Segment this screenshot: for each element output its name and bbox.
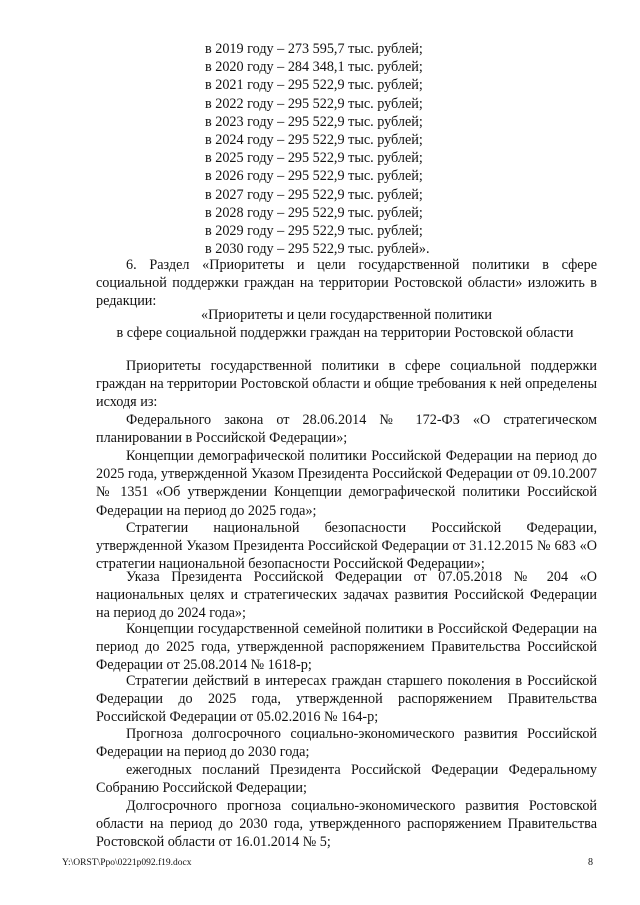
funding-year-line: в 2027 году – 295 522,9 тыс. рублей;: [205, 186, 423, 203]
section-heading-line-2: в сфере социальной поддержки граждан на территории Ростовской области: [116, 325, 574, 341]
body-paragraph: ежегодных посланий Президента Российской Федерации Федеральному Собранию Российской Федерации;: [96, 762, 597, 797]
funding-year-line: в 2029 году – 295 522,9 тыс. рублей;: [205, 223, 423, 240]
body-paragraph: Концепции демографической политики Российской Федерации на период до 2025 года, утвержденной Указом Президента Российской Федерации от 09.10.2007 № 1351 «Об утверждении Концепции демографической политики Российской Федерации на период до 2025 года»;: [96, 448, 597, 519]
section-6-paragraph: 6. Раздел «Приоритеты и цели государственной политики в сфере социальной поддержки граждан на территории Ростовской области» изложить в редакции:: [96, 257, 597, 310]
page-number: 8: [588, 857, 593, 868]
body-paragraph: Указа Президента Российской Федерации от 07.05.2018 № 204 «О национальных целях и стратегических задачах развития Российской Федерации на период до 2024 года»;: [96, 569, 597, 622]
funding-year-line: в 2030 году – 295 522,9 тыс. рублей».: [205, 241, 430, 258]
footer-file-path: Y:\ORST\Ppo\0221p092.f19.docx: [62, 858, 192, 868]
funding-year-line: в 2025 году – 295 522,9 тыс. рублей;: [205, 150, 423, 167]
funding-year-line: в 2022 году – 295 522,9 тыс. рублей;: [205, 95, 423, 112]
body-paragraph: Концепции государственной семейной политики в Российской Федерации на период до 2025 года, утвержденной распоряжением Правительства Российской Федерации от 25.08.2014 № 1618-р;: [96, 621, 597, 674]
funding-year-line: в 2024 году – 295 522,9 тыс. рублей;: [205, 132, 423, 149]
funding-year-line: в 2023 году – 295 522,9 тыс. рублей;: [205, 113, 423, 130]
body-paragraph: Приоритеты государственной политики в сфере социальной поддержки граждан на территории Ростовской области и общие требования к ней определены исходя из:: [96, 358, 597, 411]
funding-year-line: в 2021 году – 295 522,9 тыс. рублей;: [205, 77, 423, 94]
body-paragraph: Стратегии национальной безопасности Российской Федерации, утвержденной Указом Президента Российской Федерации от 31.12.2015 № 683 «О стратегии национальной безопасности Российской Федерации»;: [96, 520, 597, 573]
funding-year-line: в 2028 году – 295 522,9 тыс. рублей;: [205, 204, 423, 221]
funding-year-line: в 2019 году – 273 595,7 тыс. рублей;: [205, 41, 423, 57]
body-paragraph: Стратегии действий в интересах граждан старшего поколения в Российской Федерации до 2025 года, утвержденной распоряжением Правительства Российской Федерации от 05.02.2016 № 164-р;: [96, 673, 597, 726]
funding-year-line: в 2020 году – 284 348,1 тыс. рублей;: [205, 59, 423, 76]
section-heading-line-1: «Приоритеты и цели государственной политики: [201, 307, 492, 323]
body-paragraph: Долгосрочного прогноза социально-экономического развития Ростовской области на период до 2030 года, утвержденного распоряжением Правительства Ростовской области от 16.01.2014 № 5;: [96, 798, 597, 851]
funding-years-list: [205, 40, 430, 258]
funding-year-line: в 2026 году – 295 522,9 тыс. рублей;: [205, 168, 423, 185]
body-paragraph: Федерального закона от 28.06.2014 № 172-ФЗ «О стратегическом планировании в Российской Федерации»;: [96, 412, 597, 447]
body-paragraph: Прогноза долгосрочного социально-экономического развития Российской Федерации на период до 2030 года;: [96, 726, 597, 761]
